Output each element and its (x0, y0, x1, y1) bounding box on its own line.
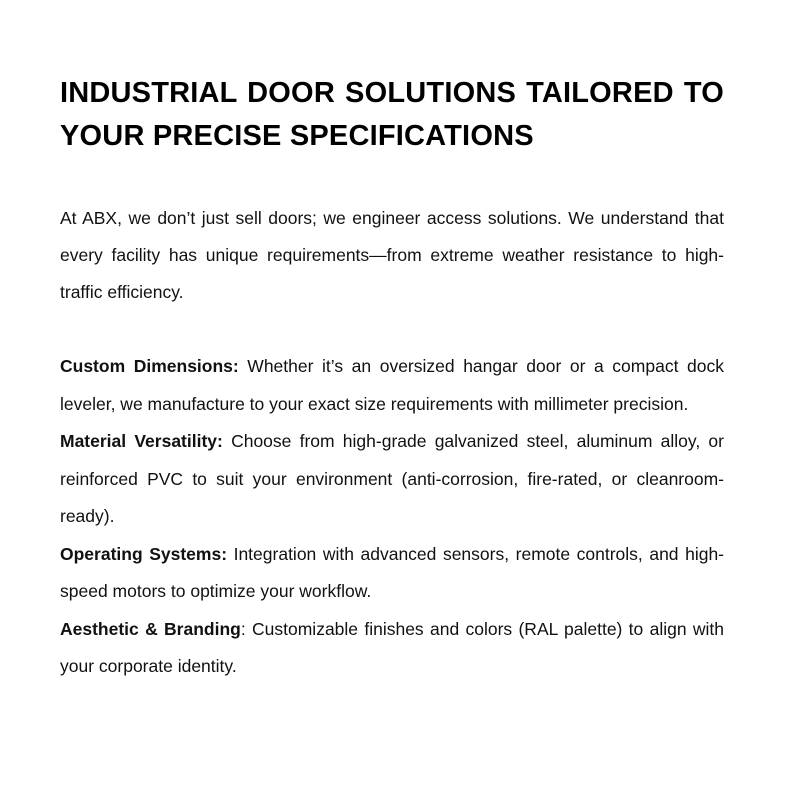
feature-label: Aesthetic & Branding (60, 618, 241, 639)
feature-custom-dimensions (60, 348, 724, 423)
intro-paragraph: At ABX, we don’t just sell doors; we engineer access solutions. We understand that every facility has unique requirements—from extreme weather resistance to high-traffic efficiency. (60, 208, 724, 302)
feature-text: Whether it’s an oversized hangar door or a compact dock leveler, we manufacture to your exact size requirements with millimeter precision. (60, 356, 724, 414)
document-page (60, 72, 724, 686)
feature-text: Choose from high-grade galvanized steel, aluminum alloy, or reinforced PVC to suit your environment (anti-corrosion, fire-rated, or cleanroom-ready). (60, 431, 724, 526)
feature-label: Custom Dimensions: (60, 356, 239, 376)
feature-material-versatility (60, 423, 724, 536)
feature-aesthetic-branding (60, 611, 724, 686)
page-title: INDUSTRIAL DOOR SOLUTIONS TAILORED TO YOUR PRECISE SPECIFICATIONS (60, 77, 724, 152)
feature-text: : Customizable finishes and colors (RAL palette) to align with your corporate identity. (60, 618, 724, 676)
feature-operating-systems (60, 536, 724, 611)
feature-text: Integration with advanced sensors, remote controls, and high-speed motors to optimize your workflow. (60, 543, 725, 601)
feature-label: Material Versatility: (60, 431, 223, 451)
feature-label: Operating Systems: (60, 543, 228, 564)
feature-list (60, 348, 724, 686)
